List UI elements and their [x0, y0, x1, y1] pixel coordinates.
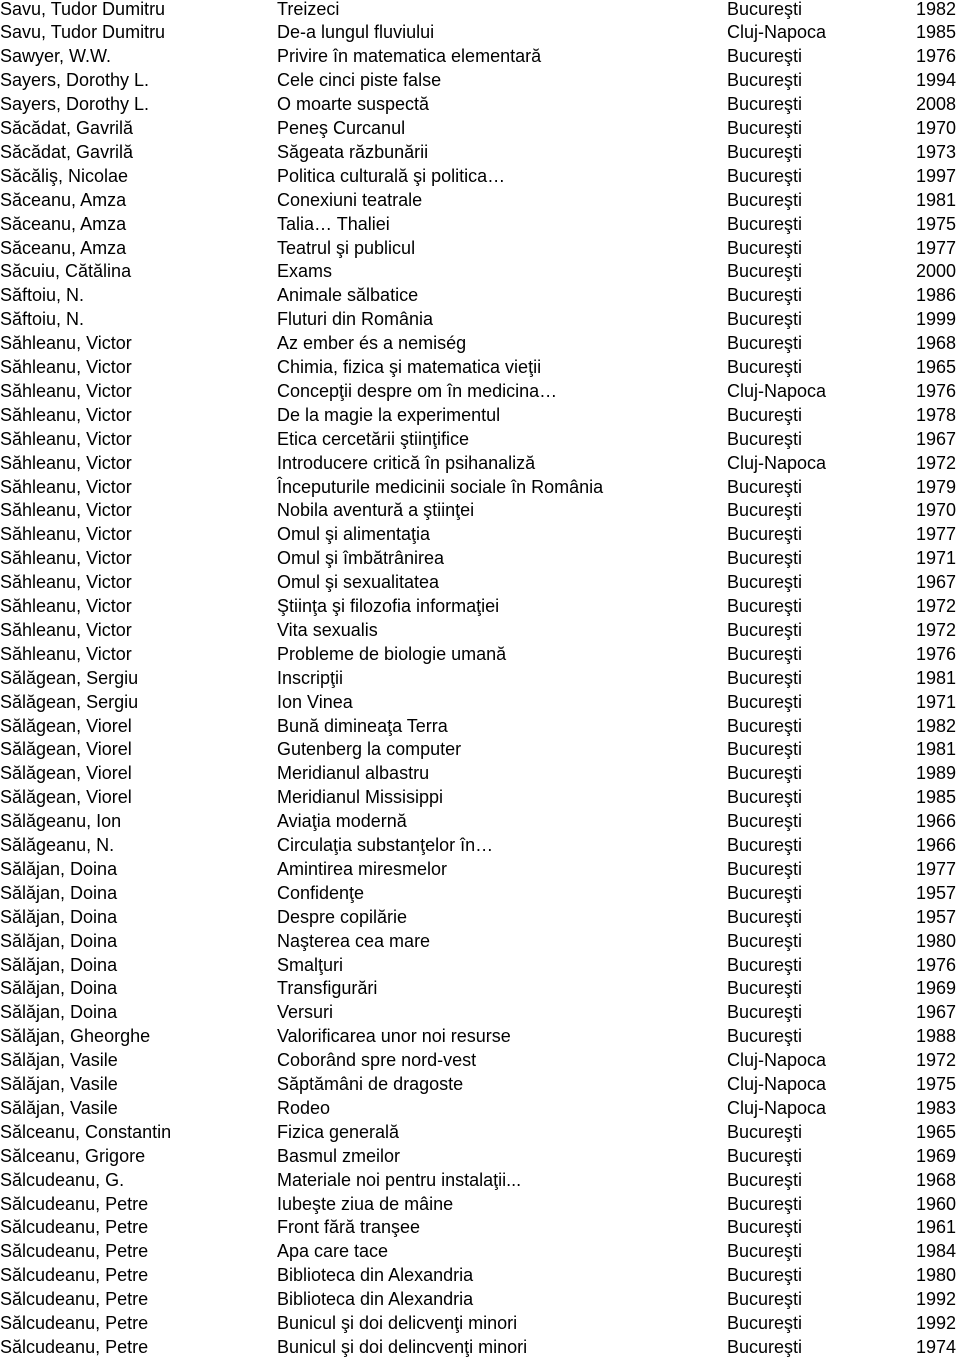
city-cell: Bucureşti: [727, 1193, 803, 1214]
title-cell: Chimia, fizica şi matematica vieţii: [277, 357, 542, 377]
city-cell: Bucureşti: [727, 691, 803, 712]
catalog-row: [0, 1193, 960, 1217]
title-cell: Treizeci: [277, 0, 340, 19]
title-cell: Talia… Thaliei: [277, 213, 390, 234]
catalog-row: [0, 237, 960, 261]
city-cell: Bucureşti: [727, 811, 803, 832]
year-cell: 1985: [915, 787, 956, 808]
catalog-row: [0, 404, 960, 428]
author-cell: Sălăjan, Doina: [0, 954, 118, 975]
catalog-row: [0, 1049, 960, 1073]
title-cell: Biblioteca din Alexandria: [277, 1265, 474, 1286]
author-cell: Sălcudeanu, Petre: [0, 1289, 149, 1310]
title-cell: Animale sălbatice: [277, 285, 419, 306]
author-cell: Săftoiu, N.: [0, 309, 85, 330]
city-cell: Bucureşti: [727, 141, 803, 162]
city-cell: Bucureşti: [727, 1145, 803, 1166]
author-cell: Săhleanu, Victor: [0, 596, 132, 616]
title-cell: Omul şi alimentaţia: [277, 524, 431, 545]
catalog-row: [0, 547, 960, 571]
catalog-row: [0, 93, 960, 117]
title-cell: Săptămâni de dragoste: [277, 1074, 464, 1094]
catalog-row: [0, 476, 960, 500]
year-cell: 1970: [915, 118, 956, 138]
year-cell: 1997: [915, 165, 956, 186]
city-cell: Bucureşti: [727, 1289, 803, 1310]
city-cell: Bucureşti: [727, 1241, 803, 1262]
title-cell: Nobila aventură a ştiinţei: [277, 500, 475, 521]
city-cell: Bucureşti: [727, 739, 803, 760]
catalog-row: [0, 523, 960, 547]
author-cell: Savu, Tudor Dumitru: [0, 0, 166, 19]
city-cell: Bucureşti: [727, 524, 803, 545]
city-cell: Bucureşti: [727, 237, 803, 258]
year-cell: 1967: [915, 572, 956, 593]
author-cell: Sălăjan, Doina: [0, 858, 118, 879]
catalog-row: [0, 1001, 960, 1025]
year-cell: 1974: [915, 1336, 956, 1357]
catalog-row: [0, 1288, 960, 1312]
author-cell: Sayers, Dorothy L.: [0, 70, 150, 91]
author-cell: Sălăgean, Viorel: [0, 763, 132, 784]
title-cell: Rodeo: [277, 1097, 331, 1118]
catalog-row: [0, 762, 960, 786]
year-cell: 1985: [915, 22, 956, 43]
author-cell: Săcădat, Gavrilă: [0, 118, 134, 138]
city-cell: Bucureşti: [727, 1265, 803, 1286]
author-cell: Sălăgean, Viorel: [0, 715, 132, 736]
year-cell: 1980: [915, 930, 956, 951]
catalog-row: [0, 45, 960, 69]
author-cell: Sălcudeanu, Petre: [0, 1265, 149, 1286]
year-cell: 1966: [915, 835, 956, 855]
title-cell: Privire în matematica elementară: [277, 46, 542, 67]
title-cell: Introducere critică în psihanaliză: [277, 452, 536, 473]
city-cell: Bucureşti: [727, 1217, 803, 1238]
title-cell: Etica cercetării ştiinţifice: [277, 428, 470, 449]
year-cell: 1967: [915, 428, 956, 449]
catalog-row: [0, 906, 960, 930]
title-cell: Concepţii despre om în medicina…: [277, 380, 558, 401]
catalog-row: [0, 213, 960, 237]
title-cell: Confidenţe: [277, 882, 365, 903]
year-cell: 1981: [915, 189, 956, 210]
year-cell: 2008: [915, 94, 956, 115]
title-cell: Coborând spre nord-vest: [277, 1050, 477, 1071]
author-cell: Sayers, Dorothy L.: [0, 94, 150, 115]
year-cell: 1994: [915, 70, 956, 91]
city-cell: Bucureşti: [727, 643, 803, 664]
title-cell: Bunicul şi doi delincvenţi minori: [277, 1336, 528, 1357]
catalog-row: [0, 1097, 960, 1121]
year-cell: 1965: [915, 357, 956, 377]
title-cell: Omul şi sexualitatea: [277, 572, 440, 593]
author-cell: Sălăjan, Doina: [0, 930, 118, 951]
year-cell: 1979: [915, 476, 956, 497]
city-cell: Bucureşti: [727, 978, 803, 999]
year-cell: 1982: [915, 0, 956, 19]
city-cell: Bucureşti: [727, 1169, 803, 1190]
year-cell: 1986: [915, 285, 956, 306]
title-cell: Smalţuri: [277, 954, 344, 975]
author-cell: Săcăliş, Nicolae: [0, 165, 129, 186]
catalog-row: [0, 930, 960, 954]
year-cell: 1977: [915, 237, 956, 258]
year-cell: 1975: [915, 1074, 956, 1094]
catalog-row: [0, 308, 960, 332]
catalog-row: [0, 1336, 960, 1360]
city-cell: Bucureşti: [727, 858, 803, 879]
catalog-row: [0, 141, 960, 165]
author-cell: Sălăjan, Doina: [0, 1002, 118, 1023]
catalog-row: [0, 452, 960, 476]
author-cell: Săhleanu, Victor: [0, 357, 132, 377]
title-cell: Aviaţia modernă: [277, 811, 407, 832]
title-cell: Az ember és a nemiség: [277, 333, 467, 354]
author-cell: Sawyer, W.W.: [0, 46, 112, 67]
year-cell: 1976: [915, 380, 956, 401]
city-cell: Cluj-Napoca: [727, 452, 827, 473]
catalog-row: [0, 428, 960, 452]
year-cell: 1972: [915, 596, 956, 616]
catalog-row: [0, 332, 960, 356]
author-cell: Săhleanu, Victor: [0, 524, 132, 545]
author-cell: Sălăgeanu, Ion: [0, 811, 122, 832]
title-cell: Politica culturală şi politica…: [277, 165, 506, 186]
catalog-row: [0, 643, 960, 667]
catalog-row: [0, 69, 960, 93]
author-cell: Săceanu, Amza: [0, 189, 127, 210]
title-cell: Inscripţii: [277, 667, 344, 688]
title-cell: Apa care tace: [277, 1241, 389, 1262]
city-cell: Bucureşti: [727, 404, 803, 425]
year-cell: 1969: [915, 978, 956, 999]
author-cell: Săcuiu, Cătălina: [0, 261, 132, 282]
city-cell: Bucureşti: [727, 1121, 803, 1142]
catalog-row: [0, 786, 960, 810]
title-cell: Ion Vinea: [277, 691, 353, 712]
title-cell: Meridianul Missisippi: [277, 787, 444, 808]
author-cell: Sălcudeanu, Petre: [0, 1241, 149, 1262]
city-cell: Bucureşti: [727, 165, 803, 186]
city-cell: Bucureşti: [727, 954, 803, 975]
city-cell: Bucureşti: [727, 0, 803, 19]
author-cell: Sălcudeanu, Petre: [0, 1336, 149, 1357]
catalog-row: [0, 595, 960, 619]
catalog-row: [0, 571, 960, 595]
year-cell: 1976: [915, 954, 956, 975]
author-cell: Sălăjan, Vasile: [0, 1050, 118, 1071]
title-cell: Materiale noi pentru instalaţii...: [277, 1169, 522, 1190]
city-cell: Bucureşti: [727, 500, 803, 521]
title-cell: Circulaţia substanţelor în…: [277, 835, 494, 855]
city-cell: Bucureşti: [727, 46, 803, 67]
city-cell: Bucureşti: [727, 930, 803, 951]
author-cell: Săhleanu, Victor: [0, 333, 132, 354]
title-cell: Transfigurări: [277, 978, 378, 999]
catalog-row: [0, 21, 960, 45]
author-cell: Săceanu, Amza: [0, 237, 127, 258]
title-cell: Fluturi din România: [277, 309, 434, 330]
title-cell: Valorificarea unor noi resurse: [277, 1026, 511, 1047]
catalog-row: [0, 1121, 960, 1145]
year-cell: 1968: [915, 1169, 956, 1190]
city-cell: Bucureşti: [727, 118, 803, 138]
title-cell: Începuturile medicinii sociale în România: [277, 476, 604, 497]
catalog-row: [0, 1240, 960, 1264]
title-cell: Bună dimineaţa Terra: [277, 715, 448, 736]
author-cell: Sălăjan, Doina: [0, 978, 118, 999]
title-cell: Iubeşte ziua de mâine: [277, 1193, 454, 1214]
author-cell: Sălceanu, Grigore: [0, 1145, 146, 1166]
title-cell: Amintirea miresmelor: [277, 858, 448, 879]
author-cell: Sălăjan, Vasile: [0, 1074, 118, 1094]
city-cell: Cluj-Napoca: [727, 1050, 827, 1071]
author-cell: Săhleanu, Victor: [0, 500, 132, 521]
year-cell: 1973: [915, 141, 956, 162]
city-cell: Bucureşti: [727, 1336, 803, 1357]
city-cell: Cluj-Napoca: [727, 22, 827, 43]
catalog-row: [0, 1312, 960, 1336]
year-cell: 1969: [915, 1145, 956, 1166]
author-cell: Sălăjan, Doina: [0, 906, 118, 927]
title-cell: Gutenberg la computer: [277, 739, 462, 760]
author-cell: Săceanu, Amza: [0, 213, 127, 234]
year-cell: 1992: [915, 1313, 956, 1333]
title-cell: Teatrul şi publicul: [277, 237, 416, 258]
catalog-row: [0, 858, 960, 882]
catalog-row: [0, 260, 960, 284]
city-cell: Bucureşti: [727, 261, 803, 282]
year-cell: 1983: [915, 1097, 956, 1118]
city-cell: Bucureşti: [727, 835, 803, 855]
year-cell: 1966: [915, 811, 956, 832]
catalog-row: [0, 691, 960, 715]
title-cell: Naşterea cea mare: [277, 930, 431, 951]
year-cell: 1972: [915, 1050, 956, 1071]
year-cell: 1972: [915, 619, 956, 640]
city-cell: Bucureşti: [727, 94, 803, 115]
catalog-row: [0, 738, 960, 762]
catalog-row: [0, 0, 960, 21]
author-cell: Sălcudeanu, Petre: [0, 1217, 149, 1238]
year-cell: 1984: [915, 1241, 956, 1262]
author-cell: Savu, Tudor Dumitru: [0, 22, 166, 43]
year-cell: 1971: [915, 548, 956, 569]
author-cell: Săhleanu, Victor: [0, 380, 132, 401]
year-cell: 1977: [915, 858, 956, 879]
title-cell: Probleme de biologie umană: [277, 643, 507, 664]
author-cell: Sălăgean, Sergiu: [0, 691, 139, 712]
catalog-row: [0, 810, 960, 834]
title-cell: Săgeata răzbunării: [277, 141, 429, 162]
author-cell: Sălceanu, Constantin: [0, 1121, 172, 1142]
year-cell: 1961: [915, 1217, 956, 1238]
year-cell: 1982: [915, 715, 956, 736]
title-cell: Front fără tranşee: [277, 1217, 421, 1238]
city-cell: Bucureşti: [727, 763, 803, 784]
title-cell: Basmul zmeilor: [277, 1145, 401, 1166]
author-cell: Săhleanu, Victor: [0, 548, 132, 569]
city-cell: Bucureşti: [727, 1313, 803, 1333]
year-cell: 1981: [915, 739, 956, 760]
author-cell: Sălăgeanu, N.: [0, 835, 115, 855]
year-cell: 1970: [915, 500, 956, 521]
catalog-row: [0, 667, 960, 691]
city-cell: Bucureşti: [727, 596, 803, 616]
year-cell: 1992: [915, 1289, 956, 1310]
city-cell: Bucureşti: [727, 309, 803, 330]
city-cell: Bucureşti: [727, 285, 803, 306]
city-cell: Cluj-Napoca: [727, 1074, 827, 1094]
city-cell: Bucureşti: [727, 1026, 803, 1047]
catalog-row: [0, 715, 960, 739]
city-cell: Bucureşti: [727, 70, 803, 91]
city-cell: Cluj-Napoca: [727, 380, 827, 401]
title-cell: De-a lungul fluviului: [277, 22, 435, 43]
catalog-row: [0, 1264, 960, 1288]
author-cell: Sălcudeanu, Petre: [0, 1313, 149, 1333]
catalog-row: [0, 1073, 960, 1097]
title-cell: O moarte suspectă: [277, 94, 430, 115]
title-cell: Vita sexualis: [277, 619, 378, 640]
year-cell: 1976: [915, 46, 956, 67]
year-cell: 1968: [915, 333, 956, 354]
title-cell: Ştiinţa şi filozofia informaţiei: [277, 596, 500, 616]
year-cell: 1965: [915, 1121, 956, 1142]
city-cell: Bucureşti: [727, 572, 803, 593]
year-cell: 1957: [915, 906, 956, 927]
catalog-row: [0, 189, 960, 213]
city-cell: Bucureşti: [727, 428, 803, 449]
year-cell: 1971: [915, 691, 956, 712]
year-cell: 1972: [915, 452, 956, 473]
catalog-row: [0, 1145, 960, 1169]
title-cell: Exams: [277, 261, 333, 282]
catalog-row: [0, 1169, 960, 1193]
catalog-row: [0, 1025, 960, 1049]
author-cell: Sălcudeanu, G.: [0, 1169, 125, 1190]
title-cell: Versuri: [277, 1002, 334, 1023]
year-cell: 1977: [915, 524, 956, 545]
author-cell: Sălăjan, Gheorghe: [0, 1026, 151, 1047]
city-cell: Bucureşti: [727, 476, 803, 497]
year-cell: 1999: [915, 309, 956, 330]
catalog-row: [0, 284, 960, 308]
city-cell: Bucureşti: [727, 882, 803, 903]
city-cell: Bucureşti: [727, 213, 803, 234]
city-cell: Bucureşti: [727, 357, 803, 377]
title-cell: De la magie la experimentul: [277, 404, 501, 425]
author-cell: Sălcudeanu, Petre: [0, 1193, 149, 1214]
author-cell: Săhleanu, Victor: [0, 619, 132, 640]
catalog-row: [0, 380, 960, 404]
year-cell: 1957: [915, 882, 956, 903]
title-cell: Conexiuni teatrale: [277, 189, 423, 210]
city-cell: Bucureşti: [727, 189, 803, 210]
author-cell: Săhleanu, Victor: [0, 643, 132, 664]
catalog-row: [0, 499, 960, 523]
year-cell: 1976: [915, 643, 956, 664]
author-cell: Sălăgean, Sergiu: [0, 667, 139, 688]
author-cell: Săhleanu, Victor: [0, 476, 132, 497]
city-cell: Bucureşti: [727, 548, 803, 569]
author-cell: Sălăjan, Doina: [0, 882, 118, 903]
year-cell: 1975: [915, 213, 956, 234]
city-cell: Bucureşti: [727, 619, 803, 640]
city-cell: Bucureşti: [727, 667, 803, 688]
year-cell: 2000: [915, 261, 956, 282]
year-cell: 1981: [915, 667, 956, 688]
city-cell: Bucureşti: [727, 1002, 803, 1023]
title-cell: Meridianul albastru: [277, 763, 430, 784]
author-cell: Săhleanu, Victor: [0, 572, 132, 593]
city-cell: Cluj-Napoca: [727, 1097, 827, 1118]
year-cell: 1978: [915, 404, 956, 425]
author-cell: Săcădat, Gavrilă: [0, 141, 134, 162]
title-cell: Despre copilărie: [277, 906, 408, 927]
city-cell: Bucureşti: [727, 333, 803, 354]
city-cell: Bucureşti: [727, 906, 803, 927]
catalog-row: [0, 834, 960, 858]
year-cell: 1989: [915, 763, 956, 784]
year-cell: 1988: [915, 1026, 956, 1047]
catalog-row: [0, 165, 960, 189]
author-cell: Sălăjan, Vasile: [0, 1097, 118, 1118]
year-cell: 1980: [915, 1265, 956, 1286]
title-cell: Biblioteca din Alexandria: [277, 1289, 474, 1310]
city-cell: Bucureşti: [727, 787, 803, 808]
catalog-row: [0, 882, 960, 906]
catalog-row: [0, 1216, 960, 1240]
title-cell: Cele cinci piste false: [277, 70, 442, 91]
author-cell: Săhleanu, Victor: [0, 452, 132, 473]
year-cell: 1960: [915, 1193, 956, 1214]
title-cell: Peneş Curcanul: [277, 118, 406, 138]
year-cell: 1967: [915, 1002, 956, 1023]
title-cell: Fizica generală: [277, 1121, 400, 1142]
author-cell: Săhleanu, Victor: [0, 404, 132, 425]
catalog-row: [0, 977, 960, 1001]
catalog-row: [0, 619, 960, 643]
author-cell: Sălăgean, Viorel: [0, 739, 132, 760]
catalog-row: [0, 117, 960, 141]
catalog-row: [0, 954, 960, 978]
author-cell: Săhleanu, Victor: [0, 428, 132, 449]
author-cell: Sălăgean, Viorel: [0, 787, 132, 808]
catalog-row: [0, 356, 960, 380]
title-cell: Omul şi îmbătrânirea: [277, 548, 445, 569]
author-cell: Săftoiu, N.: [0, 285, 85, 306]
city-cell: Bucureşti: [727, 715, 803, 736]
title-cell: Bunicul şi doi delicvenţi minori: [277, 1313, 518, 1333]
